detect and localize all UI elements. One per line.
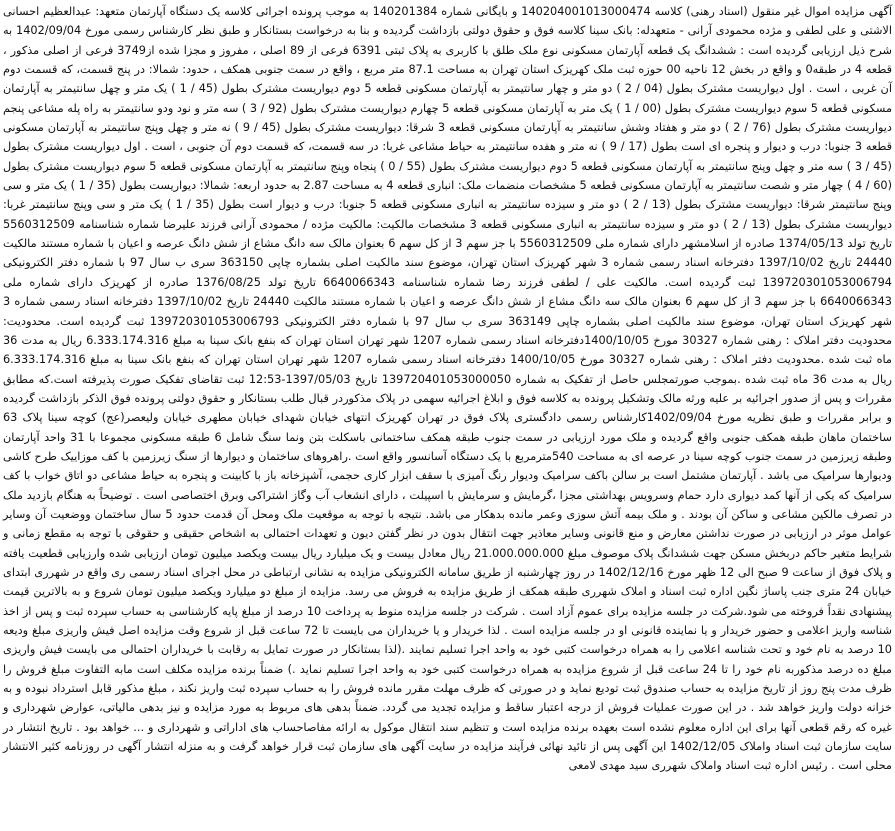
auction-notice-text: آگهی مزایده اموال غیر منقول (اسناد رهنی) کلاسه 140204001013000474 و بایگانی شماره 140201384 به موجب پرونده اجرائی کلاسه یک دستگاه آپارتمان متعهد: عبدالعظیم احسانی الاشتی و علی لطفی و مژده محمودی آرانی - متعهدله: بانک سینا کلاسه فوق و حقوق دولتی بازداشت گردیده و بنا به درخواست بستانکار و طبق نظر کارشناس رسمی مورخ 1402/09/04 به شرح ذیل ارزیابی گردیده است : ششدانگ یک قطعه آپارتمان مسکونی نوع ملک طلق با کاربری به پلاک ثبتی 6391 فرعی از 89 اصلی ، مفروز و مجزا شده از3749 فرعی از اصلی مذکور ، قطعه 4 در طبقه0 و واقع در بخش 12 ناحیه 00 حوزه ثبت ملک کهریزک استان تهران به مساحت 87.1 متر مربع ، واقع در سمت جنوبی همکف ، حدود: شمالا: در پنج قسمت، که قسمت دوم آن غربی ، است . اول دیواریست مشترک بطول (04 / 2 ) دو متر و چهار سانتیمتر به آپارتمان مسکونی قطعه 5 دوم دیواریست مشترک بطول (45 / 1 ) یک متر و چهل سانتیمتر به آپارتمان مسکونی قطعه 5 سوم دیواریست مشترک بطول (00 / 1 ) یک متر به آپارتمان مسکونی قطعه 5 چهارم دیواریست مشترک بطول (92 / 3 ) سه متر و نود ودو سانتیمتر به راه پله مشاعی پنجم دیواریست مشترک بطول (76 / 2 ) دو متر و هفتاد وشش سانتیمتر به آپارتمان مسکونی قطعه 3 شرقا: دیواریست مشترک بطول (45 / 9 ) نه متر و چهل وپنج سانتیمتر به آپارتمان مسکونی قطعه 3 جنوبا: درب و دیوار و پنجره ای است بطول (17 / 9 ) نه متر و هفده سانتیمتر به حیاط مشاعی غربا: در سه قسمت، که قسمت دوم آن جنوبی ، است . اول دیواریست مشترک بطول (45 / 3 ) سه متر و چهل وپنج سانتیمتر به آپارتمان مسکونی قطعه 5 دوم دیواریست مشترک بطول (55 / 0 ) پنجاه وپنج سانتیمتر به آپارتمان مسکونی قطعه 5 سوم دیواریست مشترک بطول (60 / 4 ) چهار متر و شصت سانتیمتر به آپارتمان مسکونی قطعه 5 مشخصات منضمات ملک: انباری قطعه 4 به مساحت 2.87 به حدود اربعه: شمالا: دیواریست بطول (35 / 1 ) یک متر و سی وپنج سانتیمتر شرقا: دیواریست مشترک بطول (13 / 2 ) دو متر و سیزده سانتیمتر به انباری مسکونی قطعه 5 جنوبا: درب و دیوار است بطول (35 / 1 ) یک متر و سی وپنج سانتیمتر غربا: دیواریست مشترک بطول (13 / 2 ) دو متر و سیزده سانتیمتر به انباری مسکونی قطعه 3 مشخصات مالکیت: مالکیت مژده / محمودی آرانی فرزند علیرضا شماره شناسنامه 5560312509 تاریخ تولد 1374/05/13 صادره از اسلامشهر دارای شماره ملی 5560312509 با جز سهم 3 از کل سهم 6 بعنوان مالک سه دانگ مشاع از شش دانگ عرصه و اعیان با شماره مستند مالکیت 24440 تاریخ 1397/10/02 دفترخانه اسناد رسمی شماره 3 شهر کهریزک استان تهران، موضوع سند مالکیت اصلی بشماره چاپی 363150 سری ب سال 97 با شماره دفتر الکترونیکی 139720301053006794 ثبت گردیده است. مالکیت علی / لطفی فرزند رضا شماره شناسنامه 6640066343 تاریخ تولد 1376/08/25 صادره از کهریزک دارای شماره ملی 6640066343 با جز سهم 3 از کل سهم 6 بعنوان مالک سه دانگ مشاع از شش دانگ عرصه و اعیان با شماره مستند مالکیت 24440 تاریخ 1397/10/02 دفترخانه اسناد رسمی شماره 3 شهر کهریزک استان تهران، موضوع سند مالکیت اصلی بشماره چاپی 363149 سری ب سال 97 با شماره دفتر الکترونیکی 139720301053006793 ثبت گردیده است. محدودیت: محدودیت دفتر املاک : رهنی شماره 30327 مورخ 1400/10/05دفترخانه اسناد رسمی شماره 1207 شهر تهران استان تهران که بنفع بانک سینا به مبلغ 6.333.174.316 ریال به مدت 36 ماه ثبت شده .محدودیت دفتر املاک : رهنی شماره 30327 مورخ 1400/10/05 دفترخانه اسناد رسمی شماره 1207 شهر تهران استان تهران که بنفع بانک سینا به مبلغ 6.333.174.316 ریال به مدت 36 ماه ثبت شده .بموجب صورتمجلس حاصل از تفکیک به شماره 139720401053000050 تاریخ 1397/05/03-12:53 ثبت تقاضای تفکیک صورت پذیرفته است.که مطابق مقررات و پس از صدور اجرائیه بر علیه ورثه مالک وتشکیل پرونده به کلاسه فوق و ابلاغ اجرائیه سهمی در پلاک مذکوردر قبال طلب بستانکار و حقوق دولتی پرونده فوق الذکر بازداشت گردیده و برابر مقررات و طبق نظریه مورخ 1402/09/04کارشناس رسمی دادگستری پلاک فوق در تهران کهریزک انتهای خیابان شهدای خیابان مطهری خیابان ولیعصر(عج) کوچه سینا پلاک 63 ساختمان ماهان طبقه همکف جنوبی واقع گردیده و ملک مورد ارزیابی در سمت جنوب طبقه همکف ساختمانی باسکلت بتن ونما سنگ شامل 6 طبقه مسکونی مجموعا با 31 واحد آپارتمان وطبقه زیرزمین در سمت جنوب کوچه سینا در عرصه ای به مساحت 540مترمربع با یک دستگاه آسانسور واقع است .راهروهای ساختمان و دیوارها از سنگ زیرزمین با کف موزاییک طرح کاشی ودیوارها سرامیک می باشد . آپارتمان مشتمل است بر سالن باکف سرامیک ودیوار رنگ آمیزی با سقف ابزار کاری حجمی، آشپزخانه باز با کابینت و پنجره به حیاط مشاعی دو اتاق خواب با کف سرامیک که یکی از آنها کمد دیواری دارد حمام وسرویس بهداشتی مجزا ،گرمایش و سرمایش با اسپیلت ، دارای انشعاب آب وگاز اشتراکی وبرق اختصاصی است . توضیحاً به هنگام بازدید ملک در تصرف مالکین مشاعی و ساکن آن بودند . و ملک بیمه آتش سوزی وعمر مانده بدهکار می باشد. نتیجه با توجه به موقعیت ملک ومحل آن قدمت حدود 5 سال ساختمان ووضعیت آن وسایر عوامل موثر در ارزیابی در صورت نداشتن معارض و منع قانونی وسایر معاذیر جهت انتقال بدون در نظر گفتن دیون و تعهدات احتمالی به اشخاص حقیقی و حقوقی با توجه به مقطع زمانی و شرایط متغیر حاکم دربخش مسکن جهت ششدانگ پلاک موصوف مبلغ 21.000.000.000 ریال معادل بیست و یک میلیارد ریال بیست ویکصد میلیون تومان ارزیابی شده وارزیابی قطعیت یافته و پلاک فوق از ساعت 9 صبح الی 12 ظهر مورخ 1402/12/16 در روز چهارشنبه از طریق سامانه الکترونیکی مزایده به نشانی ارتباطی در محل اجرای اسناد رسمی ری واقع در شهرری ابتدای خیابان 24 متری جنب پاساژ نگین اداره ثبت اسناد و املاک شهرری طبقه همکف از طریق مزایده به فروش می رسد. مزایده از مبلغ دو میلیارد ویکصد میلیون تومان شروع و به بالاترین قیمت پیشنهادی نقداً فروخته می شود.شرکت در جلسه مزایده برای عموم آزاد است . شرکت در جلسه مزایده منوط به پرداخت 10 درصد از مبلغ پایه کارشناسی به حساب سپرده ثبت و پس از اخذ شناسه واریز اعلامی و حضور خریدار و یا نماینده قانونی او در جلسه مزایده است . لذا خریدار و یا خریداران می بایست تا 72 ساعت قبل از شروع وقت مزایده اصل فیش واریزی مبلغ ودیعه 10 درصد به نام خود و تحت شناسه اعلامی را به همراه درخواست کتبی خود به واحد اجرا تسلیم نمایند .(لذا بستانکار در صورت تمایل به رقابت با خریداران احتمالی می بایست فیش واریزی مبلغ ده درصد مذکوربه نام خود را تا 24 ساعت قبل از شروع مزایده به همراه درخواست کتبی خود به واحد اجرا تسلیم نماید .) ضمناً برنده مزایده مکلف است مابه التفاوت مبلغ فروش را ظرف مدت پنج روز از تاریخ مزایده به حساب صندوق ثبت تودیع نماید و در صورتی که ظرف مهلت مقرر مانده فروش را به حساب سپرده ثبت واریز نکند ، مبلغ مذکور قابل استرداد نبوده و به خزانه دولت واریز خواهد شد . در این صورت عملیات فروش از درجه اعتبار ساقط و مزایده تجدید می گردد. ضمناً بدهی های مربوط به مورد مزایده و نیز بدهی مالیاتی، عوارض شهرداری و غیره که رقم قطعی آنها برای این اداره معلوم نشده است بعهده برنده مزایده است و تنظیم سند انتقال موکول به ارائه مفاصاحساب های اداراتی و شهرداری و ... خواهد بود . تاریخ انتشار در سایت سازمان ثبت اسناد واملاک 1402/12/05 این آگهی پس از تائید نهائی فرآیند مزایده در سایت آگهی های سازمان ثبت قرار خواهد گرفت و به منزله انتشار آگهی در روزنامه کثیر الانتشار محلی است . رئیس اداره ثبت اسناد واملاک شهرری سید مهدی لامعی [3, 5, 893, 773]
